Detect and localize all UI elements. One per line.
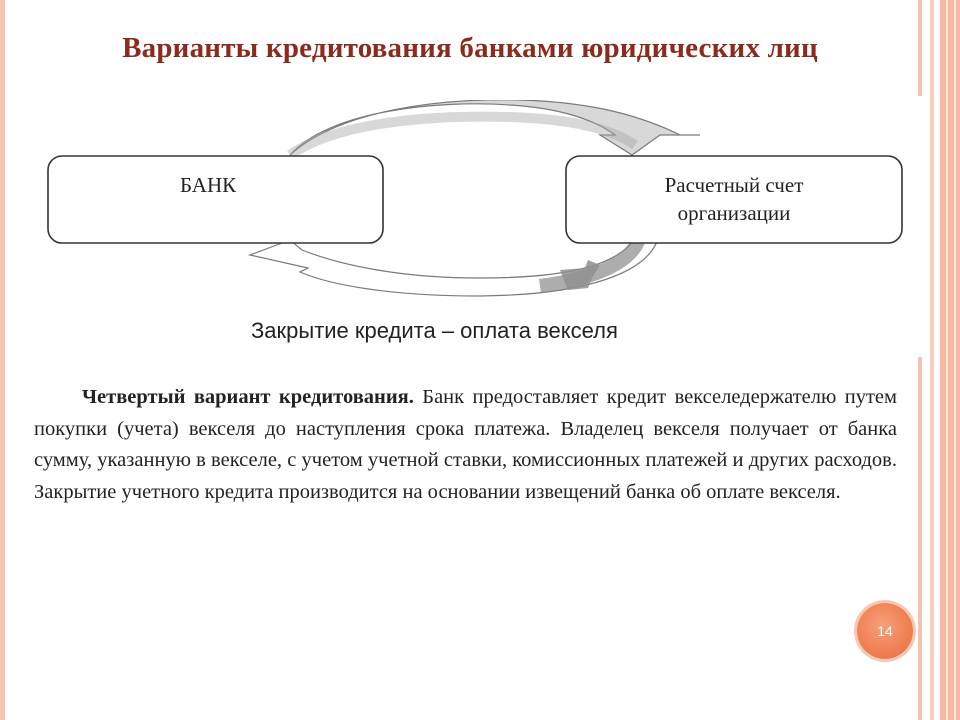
diagram-caption: Закрытие кредита – оплата векселя [251, 318, 618, 343]
left-border [0, 0, 5, 720]
account-label-line2: организации [677, 201, 791, 225]
body-lead: Четвертый вариант кредитования. [82, 386, 414, 408]
credit-diagram [40, 100, 920, 360]
page-number-badge: 14 [857, 603, 913, 659]
account-label-line1: Расчетный счет [664, 173, 804, 197]
right-decoration [916, 0, 960, 720]
body-paragraph [34, 382, 897, 508]
body-text: Банк предоставляет кредит векселедержателю путем покупки (учета) векселя до наступления срока платежа. Владелец векселя получает от банка сумму, указанную в векселе, с учетом учетной ставки, комиссионных платежей и других расходов. Закрытие учетного кредита производится на основании извещений банка об оплате векселя. [34, 386, 897, 503]
bank-label: БАНК [180, 173, 237, 197]
page-title: Варианты кредитования банками юридических лиц [122, 32, 818, 64]
account-node [566, 156, 902, 243]
bank-node [48, 156, 383, 243]
